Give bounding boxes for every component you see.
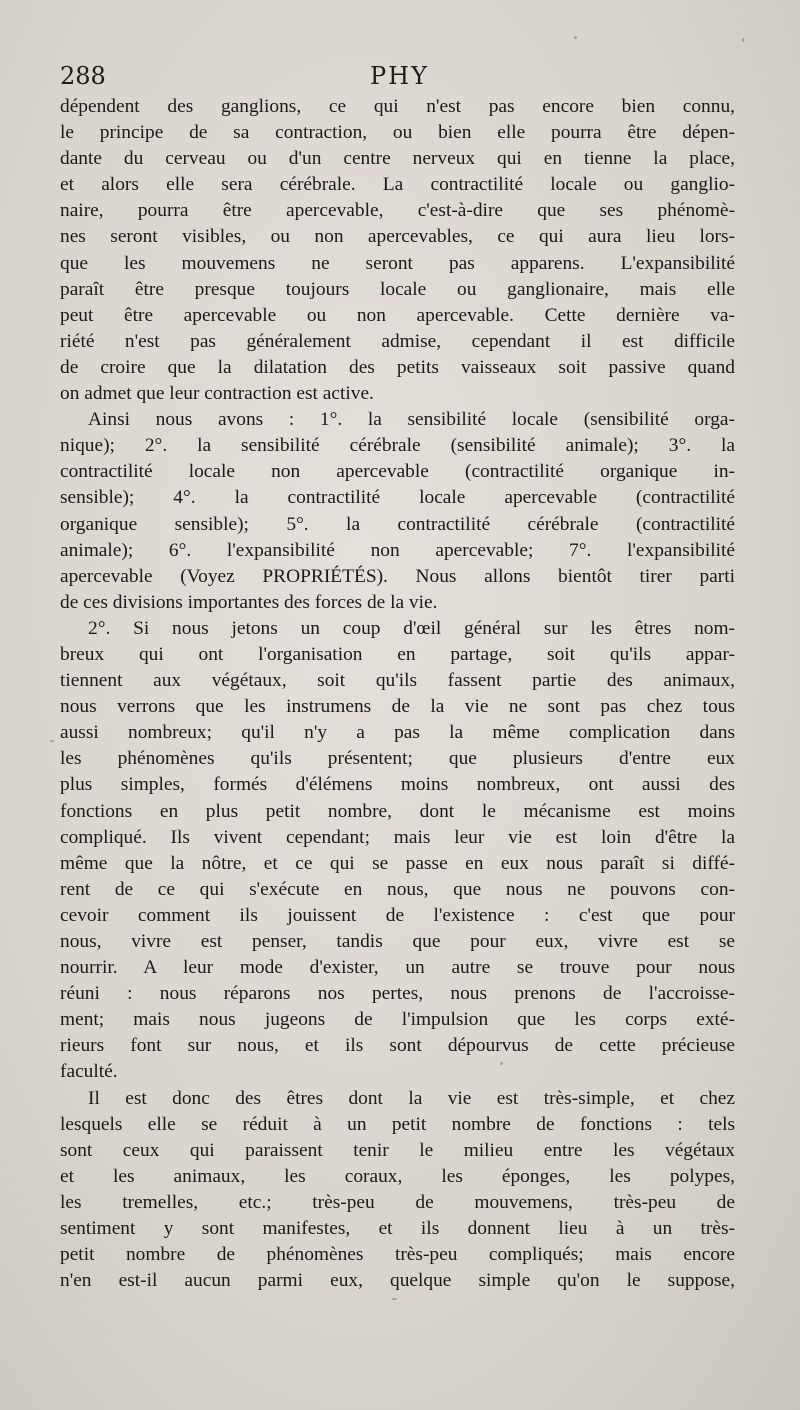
text-line: petit nombre de phénomènes très-peu compliqués; mais encore	[60, 1244, 735, 1266]
text-line: aussi nombreux; qu'il n'y a pas la même complication dans	[60, 722, 735, 744]
text-line: les tremelles, etc.; très-peu de mouvemens, très-peu de	[60, 1191, 735, 1213]
text-line: organique sensible); 5°. la contractilité cérébrale (contractilité	[60, 513, 735, 535]
text-line: Ainsi nous avons : 1°. la sensibilité locale (sensibilité orga-	[88, 409, 735, 431]
text-line: et alors elle sera cérébrale. La contractilité locale ou ganglio-	[60, 174, 735, 196]
text-line: nous verrons que les instrumens de la vie ne sont pas chez tous	[60, 696, 735, 718]
text-line: nique); 2°. la sensibilité cérébrale (sensibilité animale); 3°. la	[60, 435, 735, 457]
page-header	[60, 62, 735, 92]
text-line: compliqué. Ils vivent cependant; mais leur vie est loin d'être la	[60, 826, 735, 848]
text-line: peut être apercevable ou non apercevable. Cette dernière va-	[60, 304, 735, 326]
text-line: rieurs font sur nous, et ils sont dépourvus de cette précieuse	[60, 1035, 735, 1057]
text-line: dépendent des ganglions, ce qui n'est pas encore bien connu,	[60, 96, 735, 117]
text-line: de croire que la dilatation des petits vaisseaux soit passive quand	[60, 356, 735, 378]
text-line: le principe de sa contraction, ou bien elle pourra être dépen-	[60, 122, 735, 144]
paper-speck	[392, 1298, 397, 1300]
text-line: nes seront visibles, ou non apercevables, ce qui aura lieu lors-	[60, 226, 735, 248]
text-line: sont ceux qui paraissent tenir le milieu entre les végétaux	[60, 1139, 735, 1161]
page-number: 288	[60, 62, 106, 90]
paper-speck	[500, 1062, 503, 1065]
text-line: dante du cerveau ou d'un centre nerveux qui en tienne la place,	[60, 148, 735, 170]
text-line: faculté.	[60, 1061, 118, 1083]
text-line: de ces divisions importantes des forces de la vie.	[60, 591, 438, 613]
text-line: paraît être presque toujours locale ou ganglionaire, mais elle	[60, 278, 735, 300]
text-line: nous, vivre est penser, tandis que pour eux, vivre est se	[60, 931, 735, 952]
text-line: animale); 6°. l'expansibilité non apercevable; 7°. l'expansibilité	[60, 539, 735, 561]
text-line: apercevable (Voyez PROPRIÉTÉS). Nous allons bientôt tirer parti	[60, 565, 735, 587]
paper-speck	[50, 740, 54, 742]
text-line: contractilité locale non apercevable (contractilité organique in-	[60, 461, 735, 483]
text-line: fonctions en plus petit nombre, dont le mécanisme est moins	[60, 800, 735, 822]
text-line: rent de ce qui s'exécute en nous, que nous ne pouvons con-	[60, 878, 735, 900]
text-line: breux qui ont l'organisation en partage, soit qu'ils appar-	[60, 643, 735, 665]
text-line: même que la nôtre, et ce qui se passe en eux nous paraît si diffé-	[60, 852, 735, 874]
text-line: sentiment y sont manifestes, et ils donnent lieu à un très-	[60, 1218, 735, 1240]
text-line: 2°. Si nous jetons un coup d'œil général sur les êtres nom-	[88, 617, 735, 639]
text-line: lesquels elle se réduit à un petit nombre de fonctions : tels	[60, 1113, 735, 1135]
text-line: riété n'est pas généralement admise, cependant il est difficile	[60, 330, 735, 352]
text-line: ment; mais nous jugeons de l'impulsion que les corps exté-	[60, 1009, 735, 1031]
text-line: on admet que leur contraction est active.	[60, 383, 374, 405]
body-text	[60, 94, 735, 1294]
text-line: sensible); 4°. la contractilité locale apercevable (contractilité	[60, 487, 735, 509]
paper-speck	[742, 38, 744, 42]
text-line: et les animaux, les coraux, les éponges, les polypes,	[60, 1165, 735, 1187]
text-line: nourrir. A leur mode d'exister, un autre se trouve pour nous	[60, 957, 735, 979]
text-line: n'en est-il aucun parmi eux, quelque simple qu'on le suppose,	[60, 1270, 735, 1292]
text-line: réuni : nous réparons nos pertes, nous prenons de l'accroisse-	[60, 983, 735, 1005]
text-line: naire, pourra être apercevable, c'est-à-dire que ses phénomè-	[60, 200, 735, 222]
text-line: tiennent aux végétaux, soit qu'ils fassent partie des animaux,	[60, 670, 735, 692]
text-line: les phénomènes qu'ils présentent; que plusieurs d'entre eux	[60, 748, 735, 770]
running-head: PHY	[370, 62, 429, 90]
text-line: que les mouvemens ne seront pas apparens. L'expansibilité	[60, 252, 735, 274]
text-line: Il est donc des êtres dont la vie est très-simple, et chez	[88, 1087, 735, 1109]
paper-speck	[574, 36, 577, 39]
text-line: plus simples, formés d'élémens moins nombreux, ont aussi des	[60, 774, 735, 796]
text-line: cevoir comment ils jouissent de l'existence : c'est que pour	[60, 904, 735, 926]
